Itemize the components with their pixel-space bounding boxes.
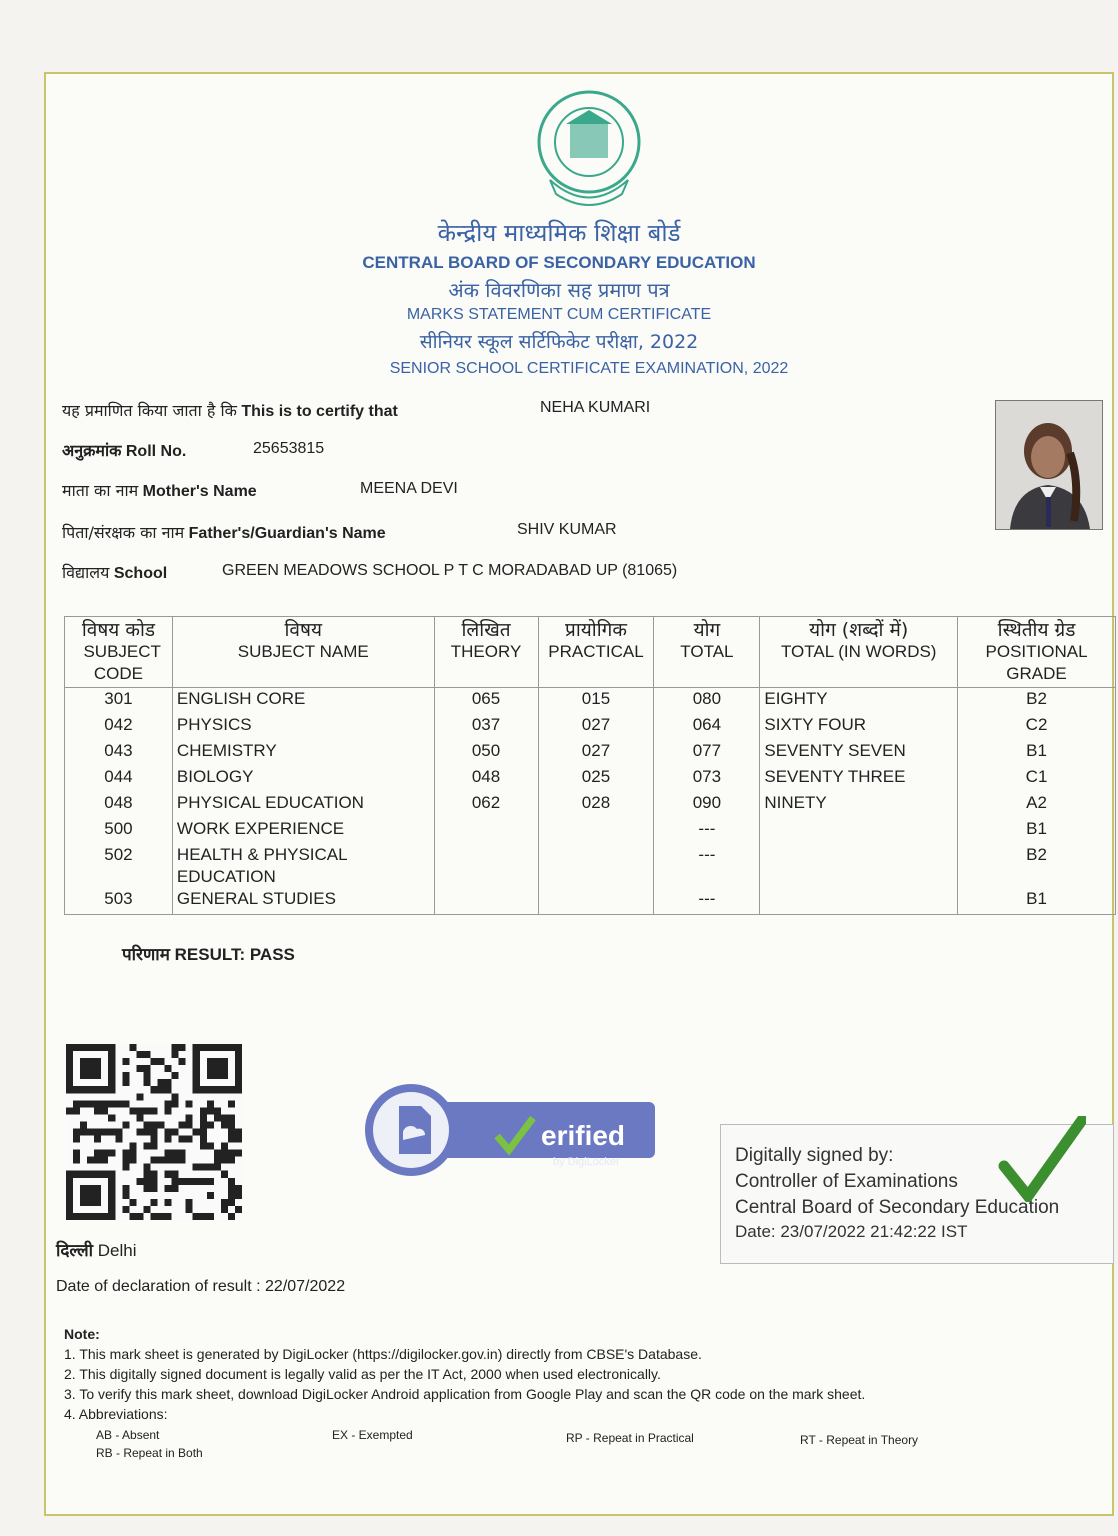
- table-row: [65, 818, 1116, 844]
- cell-words: SEVENTY SEVEN: [760, 740, 958, 766]
- mother-name: MEENA DEVI: [360, 480, 458, 497]
- table-row: [65, 888, 1116, 915]
- cell-name: GENERAL STUDIES: [172, 888, 434, 915]
- cell-name: HEALTH & PHYSICAL EDUCATION: [172, 844, 434, 888]
- cell-grade: A2: [958, 792, 1116, 818]
- note-item: 1. This mark sheet is generated by DigiLocker (https://digilocker.gov.in) directly from CBSE's Database.: [64, 1346, 702, 1362]
- cell-grade: B1: [958, 818, 1116, 844]
- sign-line-2: Controller of Examinations: [735, 1171, 958, 1192]
- cell-theory: 048: [434, 766, 538, 792]
- cell-code: 500: [65, 818, 173, 844]
- exam-title-hindi: सीनियर स्कूल सर्टिफिकेट परीक्षा, 2022: [419, 331, 699, 353]
- cell-total: ---: [654, 818, 760, 844]
- cell-practical: 027: [538, 714, 654, 740]
- cell-total: ---: [654, 888, 760, 915]
- cell-practical: 025: [538, 766, 654, 792]
- table-header-row: [65, 617, 1116, 688]
- sign-line-3: Central Board of Secondary Education: [735, 1197, 1060, 1218]
- cell-grade: C1: [958, 766, 1116, 792]
- table-row: [65, 740, 1116, 766]
- board-title: CENTRAL BOARD OF SECONDARY EDUCATION: [362, 253, 756, 272]
- statement-title-hindi: अंक विवरणिका सह प्रमाण पत्र: [448, 278, 670, 302]
- cell-practical: 015: [538, 688, 654, 715]
- notes-title: Note:: [64, 1326, 100, 1342]
- cell-theory: [434, 818, 538, 844]
- verified-text: erified: [541, 1120, 626, 1151]
- verified-by-text: by DigiLocker: [553, 1156, 620, 1168]
- place: दिल्ली Delhi: [56, 1241, 137, 1261]
- abbr-repeat-both: RB - Repeat in Both: [96, 1446, 203, 1460]
- col-theory: लिखित THEORY: [434, 617, 538, 688]
- cell-total: 077: [654, 740, 760, 766]
- cell-code: 042: [65, 714, 173, 740]
- roll-label: अनुक्रमांक Roll No.: [62, 441, 187, 460]
- sign-line-4: Date: 23/07/2022 21:42:22 IST: [735, 1222, 968, 1241]
- cell-code: 043: [65, 740, 173, 766]
- cell-total: 080: [654, 688, 760, 715]
- green-check-icon: [998, 1116, 1086, 1202]
- cell-theory: 062: [434, 792, 538, 818]
- cell-words: [760, 818, 958, 844]
- cell-practical: [538, 818, 654, 844]
- col-subject-name: विषय SUBJECT NAME: [172, 617, 434, 688]
- cell-code: 044: [65, 766, 173, 792]
- note-item: 2. This digitally signed document is legally valid as per the IT Act, 2000 when used electronically.: [64, 1366, 661, 1382]
- cell-words: [760, 888, 958, 915]
- digilocker-verified-badge: [363, 1082, 658, 1178]
- qr-code-icon: [66, 1044, 242, 1220]
- cell-words: EIGHTY: [760, 688, 958, 715]
- table-row: [65, 688, 1116, 715]
- cell-name: WORK EXPERIENCE: [172, 818, 434, 844]
- cell-words: [760, 844, 958, 888]
- notes: [64, 1324, 865, 1424]
- table-row: [65, 766, 1116, 792]
- cbse-emblem-icon: [530, 90, 648, 216]
- cell-words: NINETY: [760, 792, 958, 818]
- cell-words: SEVENTY THREE: [760, 766, 958, 792]
- table-row: [65, 844, 1116, 888]
- cell-theory: [434, 888, 538, 915]
- col-total: योग TOTAL: [654, 617, 760, 688]
- cell-grade: B2: [958, 844, 1116, 888]
- table-row: [65, 714, 1116, 740]
- cell-name: PHYSICAL EDUCATION: [172, 792, 434, 818]
- cell-name: ENGLISH CORE: [172, 688, 434, 715]
- cell-grade: B2: [958, 688, 1116, 715]
- cell-words: SIXTY FOUR: [760, 714, 958, 740]
- cell-grade: C2: [958, 714, 1116, 740]
- cell-total: 073: [654, 766, 760, 792]
- cell-code: 502: [65, 844, 173, 888]
- father-label: पिता/संरक्षक का नाम Father's/Guardian's Name: [62, 523, 386, 542]
- exam-title: SENIOR SCHOOL CERTIFICATE EXAMINATION, 2022: [389, 360, 789, 377]
- cell-code: 048: [65, 792, 173, 818]
- sign-line-1: Digitally signed by:: [735, 1145, 894, 1166]
- roll-number: 25653815: [253, 440, 325, 457]
- cell-practical: [538, 844, 654, 888]
- result: परिणाम RESULT: PASS: [122, 945, 295, 965]
- school-name: GREEN MEADOWS SCHOOL P T C MORADABAD UP (81065): [222, 562, 678, 579]
- father-name: SHIV KUMAR: [517, 521, 617, 538]
- marks-table: [64, 616, 1116, 915]
- abbr-repeat-theory: RT - Repeat in Theory: [800, 1433, 919, 1447]
- cell-theory: 037: [434, 714, 538, 740]
- note-item: 3. To verify this mark sheet, download DigiLocker Android application from Google Play and scan the QR code on the mark sheet.: [64, 1386, 866, 1402]
- declaration-date: Date of declaration of result : 22/07/2022: [56, 1278, 346, 1295]
- cell-grade: B1: [958, 740, 1116, 766]
- cell-practical: 027: [538, 740, 654, 766]
- cell-total: 090: [654, 792, 760, 818]
- cell-total: 064: [654, 714, 760, 740]
- col-subject-code: विषय कोड SUBJECT CODE: [65, 617, 173, 688]
- cell-practical: [538, 888, 654, 915]
- cell-name: PHYSICS: [172, 714, 434, 740]
- cell-theory: 065: [434, 688, 538, 715]
- certify-line: यह प्रमाणित किया जाता है कि This is to certify that: [62, 401, 398, 420]
- statement-title: MARKS STATEMENT CUM CERTIFICATE: [406, 306, 712, 323]
- cell-theory: 050: [434, 740, 538, 766]
- cell-code: 503: [65, 888, 173, 915]
- cell-name: CHEMISTRY: [172, 740, 434, 766]
- cell-code: 301: [65, 688, 173, 715]
- candidate-photo: [995, 400, 1103, 530]
- abbr-exempted: EX - Exempted: [332, 1428, 413, 1442]
- cell-total: ---: [654, 844, 760, 888]
- col-practical: प्रायोगिक PRACTICAL: [538, 617, 654, 688]
- candidate-name: NEHA KUMARI: [540, 399, 651, 416]
- abbr-repeat-practical: RP - Repeat in Practical: [566, 1431, 694, 1445]
- mother-label: माता का नाम Mother's Name: [62, 481, 257, 500]
- person-photo-icon: [996, 401, 1102, 529]
- table-row: [65, 792, 1116, 818]
- cell-grade: B1: [958, 888, 1116, 915]
- note-item: 4. Abbreviations:: [64, 1406, 168, 1422]
- school-label: विद्यालय School: [62, 563, 168, 582]
- cell-practical: 028: [538, 792, 654, 818]
- col-total-words: योग (शब्दों में) TOTAL (IN WORDS): [760, 617, 958, 688]
- cell-theory: [434, 844, 538, 888]
- board-title-hindi: केन्द्रीय माध्यमिक शिक्षा बोर्ड: [437, 219, 681, 247]
- col-grade: स्थितीय ग्रेड POSITIONAL GRADE: [958, 617, 1116, 688]
- abbr-absent: AB - Absent: [96, 1428, 160, 1442]
- cell-name: BIOLOGY: [172, 766, 434, 792]
